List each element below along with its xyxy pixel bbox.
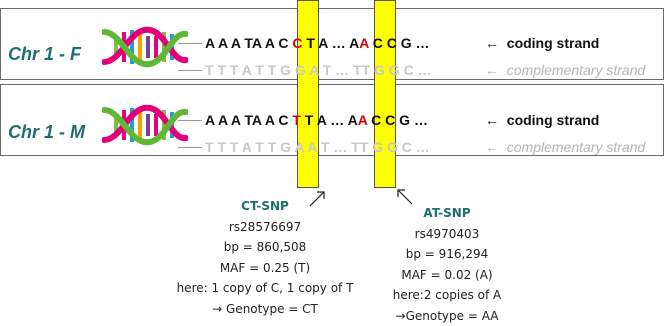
snp-bp: bp = 860,508 — [223, 240, 307, 254]
snp-maf: MAF = 0.02 (A) — [401, 267, 493, 282]
snp-base: A — [357, 112, 368, 128]
coding-strand-label: ← coding strand — [485, 35, 600, 51]
snp-here: here:2 copies of A — [392, 288, 502, 302]
strand-connector — [178, 147, 202, 148]
snp-base: T — [292, 112, 301, 128]
strand-connector — [178, 43, 202, 44]
snp-highlight-2 — [374, 0, 396, 188]
complementary-strand-label: ← complementary strand — [485, 62, 646, 78]
snp-rsid: rs4970403 — [414, 226, 480, 241]
snp-rsid: rs28576697 — [228, 219, 302, 234]
snp-base: A — [359, 35, 369, 51]
snp-base: C — [292, 35, 303, 51]
snp-title: CT-SNP — [241, 199, 289, 213]
dna-helix-icon — [102, 22, 188, 72]
row-label-m: Chr 1 - M — [8, 122, 86, 142]
complementary-sequence-f: T T T A T T G G A T … TT G G C … — [205, 62, 432, 78]
snp-genotype: → Genotype = CT — [212, 301, 318, 316]
strand-connector — [178, 120, 202, 121]
coding-sequence-f: A A A TA A C C T A … AA C C G … — [205, 35, 430, 51]
row-label-f: Chr 1 - F — [8, 44, 82, 64]
snp-maf: MAF = 0.25 (T) — [219, 260, 311, 275]
coding-sequence-m: A A A TA A C T T A … AA C C G … — [205, 112, 428, 128]
snp-title: AT-SNP — [423, 206, 471, 220]
snp-info-ct — [160, 196, 370, 319]
strand-connector — [178, 70, 202, 71]
snp-genotype: →Genotype = AA — [395, 308, 499, 323]
snp-bp: bp = 916,294 — [405, 247, 489, 261]
complementary-sequence-m: T T T A T T G A A T … TT G G C … — [205, 139, 430, 155]
dna-helix-icon — [102, 100, 188, 150]
complementary-strand-label: ← complementary strand — [485, 139, 646, 155]
snp-highlight-1 — [297, 0, 319, 188]
snp-here: here: 1 copy of C, 1 copy of T — [176, 281, 354, 295]
coding-strand-label: ← coding strand — [485, 112, 600, 128]
snp-info-at — [372, 203, 522, 326]
